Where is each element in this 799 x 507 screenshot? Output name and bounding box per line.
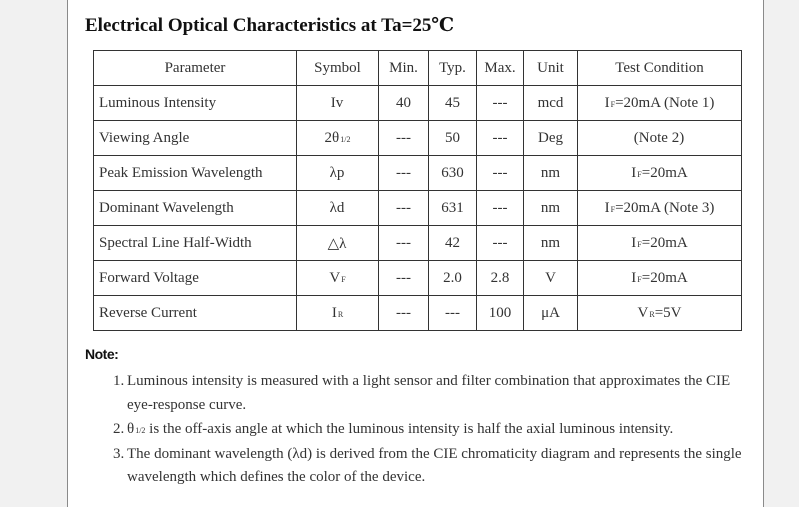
symbol-subscript: 1/2	[340, 134, 351, 144]
table-header-row	[94, 51, 742, 86]
cell-parameter: Reverse Current	[94, 296, 297, 331]
note-item	[113, 443, 753, 491]
cell-symbol	[297, 226, 379, 261]
cell-parameter: Luminous Intensity	[94, 86, 297, 121]
condition-suffix: =20mA	[641, 234, 688, 251]
table-row	[94, 296, 742, 331]
header-symbol: Symbol	[297, 51, 379, 86]
condition-prefix: V	[637, 304, 649, 321]
symbol-text: 2θ	[324, 129, 340, 146]
cell-test-condition	[578, 261, 742, 296]
condition-subscript: F	[637, 239, 642, 249]
cell-symbol	[297, 121, 379, 156]
cell-unit: nm	[524, 226, 578, 261]
note-item	[113, 370, 753, 418]
cell-max: ---	[477, 226, 524, 261]
cell-max: ---	[477, 156, 524, 191]
note-item	[113, 418, 753, 443]
cell-symbol	[297, 296, 379, 331]
header-test-condition: Test Condition	[578, 51, 742, 86]
symbol-subscript: R	[337, 309, 344, 319]
note-text-end: is the off-axis angle at which the luminous intensity is half the axial luminous intensity.	[145, 421, 674, 437]
condition-prefix: I	[604, 199, 610, 216]
characteristics-table	[93, 50, 742, 331]
condition-subscript: F	[637, 169, 642, 179]
note-number: 1.	[113, 373, 125, 389]
note-symbol-subscript: 1/2	[135, 426, 146, 435]
note-text	[127, 370, 753, 418]
cell-max: ---	[477, 191, 524, 226]
cell-test-condition	[578, 121, 742, 156]
cell-min: ---	[379, 261, 429, 296]
cell-test-condition	[578, 296, 742, 331]
symbol-text: λp	[329, 164, 345, 181]
cell-min: ---	[379, 226, 429, 261]
cell-min: ---	[379, 296, 429, 331]
condition-suffix: =20mA (Note 1)	[615, 94, 715, 111]
cell-symbol	[297, 156, 379, 191]
cell-typ: ---	[429, 296, 477, 331]
cell-min: 40	[379, 86, 429, 121]
condition-suffix: =20mA (Note 3)	[615, 199, 715, 216]
table-row	[94, 261, 742, 296]
table-row	[94, 86, 742, 121]
table-row	[94, 226, 742, 261]
header-min: Min.	[379, 51, 429, 86]
cell-unit: nm	[524, 156, 578, 191]
cell-parameter: Dominant Wavelength	[94, 191, 297, 226]
cell-max: ---	[477, 121, 524, 156]
note-text-start: Luminous intensity is measured with a light sensor and filter combination that approximates the CIE eye-response curve.	[127, 373, 731, 413]
cell-parameter: Viewing Angle	[94, 121, 297, 156]
cell-typ: 630	[429, 156, 477, 191]
condition-prefix: I	[631, 234, 637, 251]
condition-suffix: =5V	[654, 304, 682, 321]
cell-unit: μA	[524, 296, 578, 331]
cell-parameter: Forward Voltage	[94, 261, 297, 296]
cell-unit: V	[524, 261, 578, 296]
cell-unit: nm	[524, 191, 578, 226]
symbol-text: V	[329, 269, 341, 286]
condition-suffix: =20mA	[641, 269, 688, 286]
note-text	[127, 418, 753, 443]
cell-max: 2.8	[477, 261, 524, 296]
section-title: Electrical Optical Characteristics at Ta=25℃	[85, 15, 455, 36]
cell-max: ---	[477, 86, 524, 121]
cell-max: 100	[477, 296, 524, 331]
table-row	[94, 191, 742, 226]
note-text	[127, 443, 753, 491]
condition-prefix: I	[631, 164, 637, 181]
cell-test-condition	[578, 226, 742, 261]
cell-min: ---	[379, 121, 429, 156]
header-typ: Typ.	[429, 51, 477, 86]
cell-typ: 42	[429, 226, 477, 261]
symbol-text: I	[331, 304, 337, 321]
cell-symbol	[297, 261, 379, 296]
condition-subscript: F	[610, 99, 616, 109]
cell-unit: mcd	[524, 86, 578, 121]
condition-prefix: I	[631, 269, 637, 286]
notes-list	[113, 370, 753, 491]
table-row	[94, 156, 742, 191]
cell-typ: 2.0	[429, 261, 477, 296]
cell-unit: Deg	[524, 121, 578, 156]
symbol-text: Iv	[330, 94, 344, 111]
cell-parameter: Peak Emission Wavelength	[94, 156, 297, 191]
condition-subscript: F	[637, 274, 642, 284]
condition-prefix: (Note 2)	[633, 129, 685, 146]
condition-prefix: I	[604, 94, 610, 111]
header-unit: Unit	[524, 51, 578, 86]
document-page	[67, 0, 764, 507]
table-row	[94, 121, 742, 156]
header-max: Max.	[477, 51, 524, 86]
condition-subscript: F	[610, 204, 616, 214]
condition-subscript: R	[649, 309, 655, 319]
symbol-subscript: F	[341, 274, 346, 284]
note-symbol: θ	[127, 421, 135, 437]
cell-parameter: Spectral Line Half-Width	[94, 226, 297, 261]
notes-heading: Note:	[85, 346, 119, 362]
cell-min: ---	[379, 191, 429, 226]
note-text-start: The dominant wavelength (λd) is derived from the CIE chromaticity diagram and represents the single wavelength which defines the color of the device.	[127, 445, 742, 485]
cell-typ: 50	[429, 121, 477, 156]
condition-suffix: =20mA	[641, 164, 688, 181]
cell-test-condition	[578, 156, 742, 191]
note-number: 2.	[113, 421, 125, 437]
cell-test-condition	[578, 86, 742, 121]
header-parameter: Parameter	[94, 51, 297, 86]
symbol-text: △λ	[327, 235, 347, 252]
cell-symbol	[297, 191, 379, 226]
cell-symbol	[297, 86, 379, 121]
cell-typ: 631	[429, 191, 477, 226]
symbol-text: λd	[329, 199, 345, 216]
note-number: 3.	[113, 445, 125, 462]
cell-test-condition	[578, 191, 742, 226]
cell-typ: 45	[429, 86, 477, 121]
cell-min: ---	[379, 156, 429, 191]
